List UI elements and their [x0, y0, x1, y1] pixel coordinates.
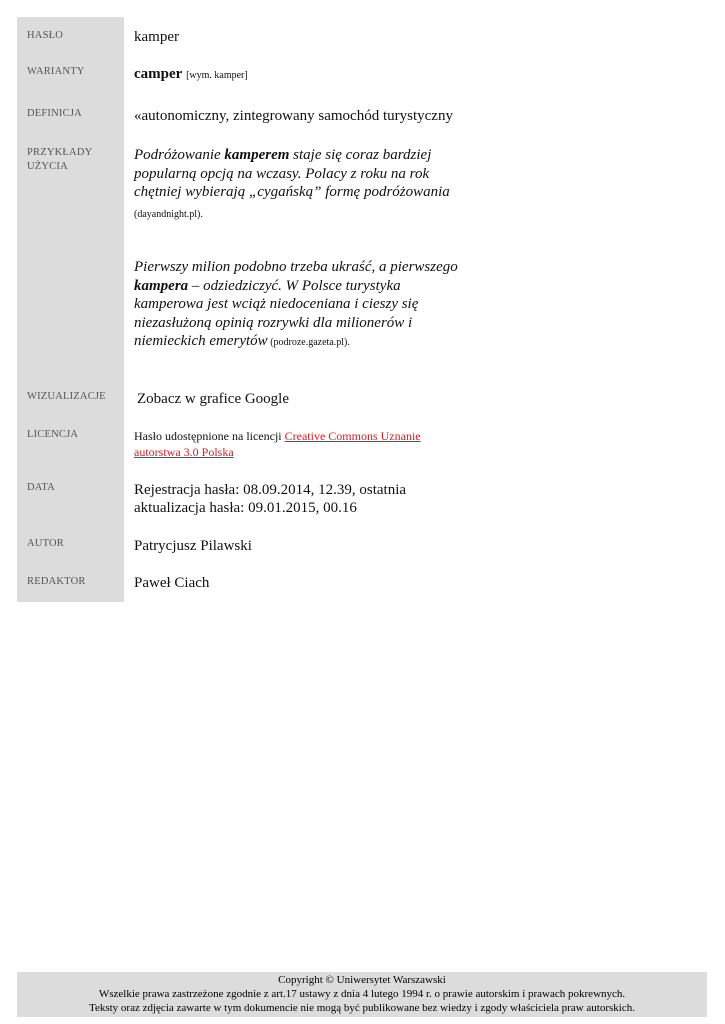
label-column	[17, 17, 124, 602]
entry-author: Patrycjusz Pilawski	[134, 538, 252, 554]
label-przyklady	[27, 146, 92, 174]
entry-dates	[134, 481, 406, 517]
label-warianty: WARIANTY	[27, 66, 85, 77]
label-redaktor: REDAKTOR	[27, 576, 86, 587]
example-1-source: (dayandnight.pl).	[134, 208, 203, 220]
copyright-footer	[17, 972, 707, 1017]
example-1-text-post: staje się coraz bardziej popularną opcją na wczasy. Polacy z roku na rok chętniej wybierają „cygańską” formę podróżowania	[134, 147, 450, 200]
footer-notice: Teksty oraz zdjęcia zawarte w tym dokumencie nie mogą być publikowane bez wiedzy i zgody właściciela praw autorskich.	[89, 1002, 635, 1014]
example-2-source: (podroze.gazeta.pl).	[267, 337, 350, 348]
label-definicja: DEFINICJA	[27, 108, 82, 119]
entry-variants	[134, 65, 248, 85]
entry-headword: kamper	[134, 29, 179, 45]
example-2-text-post: – odziedziczyć. W Polsce turystyka kamperowa jest wciąż niedoceniana i cieszy się niezasłużoną opinią rozrywki dla milionerów i niemieckich emerytów	[134, 277, 419, 349]
label-przyklady-line1: PRZYKŁADY	[27, 147, 93, 158]
example-2-text-pre: Pierwszy milion podobno trzeba ukraść, a pierwszego	[134, 259, 458, 275]
label-wizualizacje: WIZUALIZACJE	[27, 391, 106, 402]
license-info	[134, 428, 444, 460]
entry-definition: «autonomiczny, zintegrowany samochód turystyczny	[134, 108, 453, 124]
example-1-text-pre: Podróżowanie	[134, 147, 225, 163]
label-autor: AUTOR	[27, 538, 64, 549]
footer-copyright: Copyright © Uniwersytet Warszawski	[278, 974, 446, 986]
update-date: aktualizacja hasła: 09.01.2015, 00.16	[134, 500, 357, 516]
license-text: Hasło udostępnione na licencji	[134, 429, 285, 443]
label-przyklady-line2: UŻYCIA	[27, 161, 68, 172]
label-haslo: HASŁO	[27, 30, 64, 41]
example-2-headword: kampera	[134, 277, 189, 294]
google-images-link[interactable]: Zobacz w grafice Google	[137, 391, 290, 407]
example-1-headword: kamperem	[224, 147, 290, 163]
label-data: DATA	[27, 482, 55, 493]
label-licencja: LICENCJA	[27, 429, 79, 440]
footer-rights: Wszelkie prawa zastrzeżone zgodnie z art.17 ustawy z dnia 4 lutego 1994 r. o prawie autorskim i prawach pokrewnych.	[98, 988, 626, 1000]
example-2	[134, 258, 464, 353]
license-link[interactable]: Creative Commons Uznanie autorstwa 3.0 Polska	[134, 429, 421, 459]
variant-word: camper	[134, 66, 183, 82]
entry-editor: Paweł Ciach	[134, 575, 210, 591]
example-1	[134, 146, 464, 224]
variant-note: [wym. kamper]	[186, 70, 248, 81]
registration-date: Rejestracja hasła: 08.09.2014, 12.39, ostatnia	[134, 482, 407, 498]
